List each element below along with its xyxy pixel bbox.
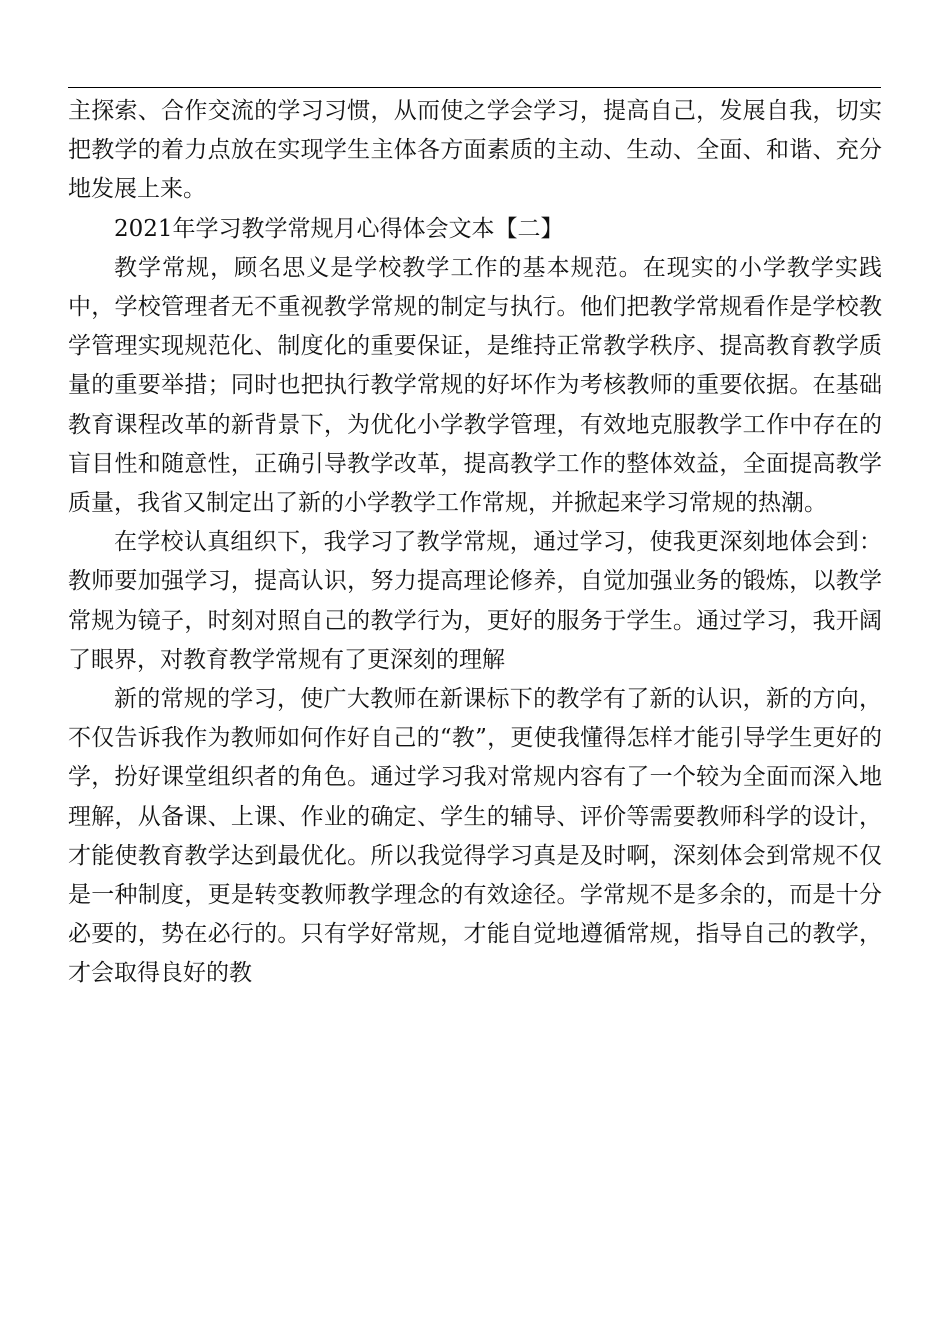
- paragraph-new-routine: 新的常规的学习，使广大教师在新课标下的教学有了新的认识，新的方向，不仅告诉我作为教师如何作好自己的“教”，更使我懂得怎样才能引导学生更好的学，扮好课堂组织者的角色。通过学习我对常规内容有了一个较为全面而深入地理解，从备课、上课、作业的确定、学生的辅导、评价等需要教师科学的设计，才能使教育教学达到最优化。所以我觉得学习真是及时啊，深刻体会到常规不仅是一种制度，更是转变教师教学理念的有效途径。学常规不是多余的，而是十分必要的，势在必行的。只有学好常规，才能自觉地遵循常规，指导自己的教学，才会取得良好的教: [68, 686, 882, 987]
- paragraph-school-study: 在学校认真组织下，我学习了教学常规，通过学习，使我更深刻地体会到：教师要加强学习，提高认识，努力提高理论修养，自觉加强业务的锻炼，以教学常规为镜子，时刻对照自己的教学行为，更好的服务于学生。通过学习，我开阔了眼界，对教育教学常规有了更深刻的理解: [68, 529, 882, 673]
- paragraph-teaching-routine: 教学常规，顾名思义是学校教学工作的基本规范。在现实的小学教学实践中，学校管理者无不重视教学常规的制定与执行。他们把教学常规看作是学校教学管理实现规范化、制度化的重要保证，是维持正常教学秩序、提高教育教学质量的重要举措；同时也把执行教学常规的好坏作为考核教师的重要依据。在基础教育课程改革的新背景下，为优化小学教学管理，有效地克服教学工作中存在的盲目性和随意性，正确引导教学改革，提高教学工作的整体效益，全面提高教学质量，我省又制定出了新的小学教学工作常规，并掀起来学习常规的热潮。: [68, 254, 882, 517]
- paragraph-continuation: 主探索、合作交流的学习习惯，从而使之学会学习，提高自己，发展自我，切实把教学的着力点放在实现学生主体各方面素质的主动、生动、全面、和谐、充分地发展上来。: [68, 98, 882, 203]
- document-body: [68, 92, 882, 994]
- section-heading: 2021年学习教学常规月心得体会文本【二】: [114, 215, 564, 242]
- header-rule: [68, 87, 881, 88]
